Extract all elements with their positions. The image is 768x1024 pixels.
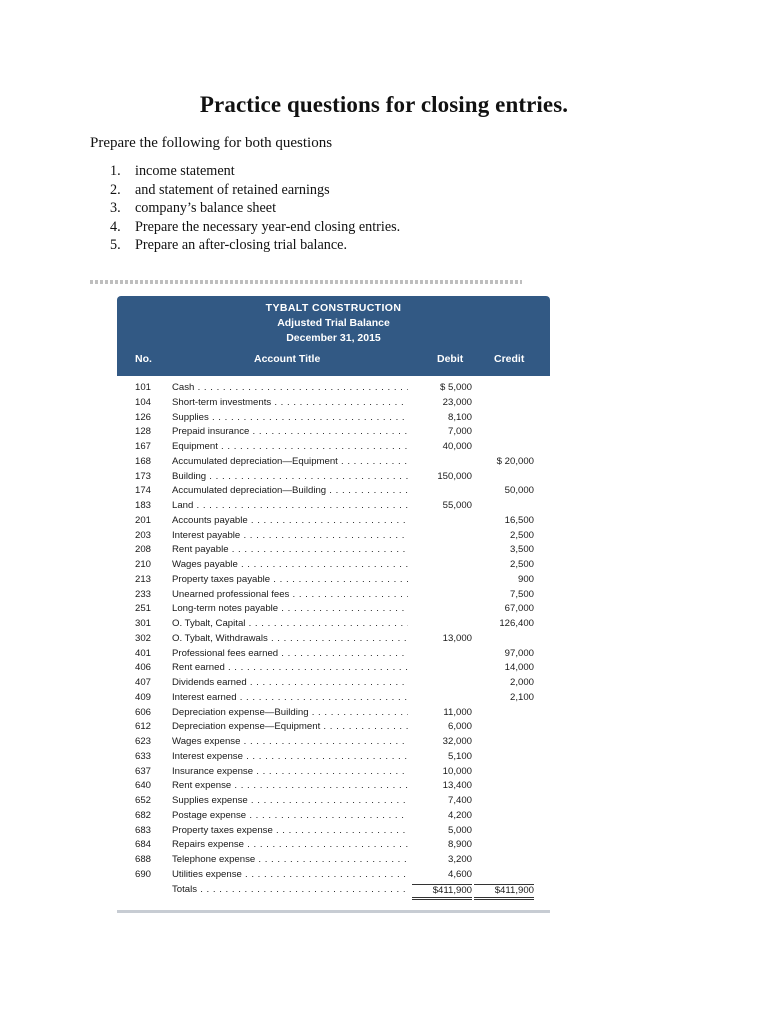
debit-amount: 32,000	[442, 736, 472, 747]
table-row	[117, 735, 550, 750]
credit-amount: 67,000	[504, 603, 534, 615]
account-number: 406	[135, 662, 152, 674]
list-number: 4.	[110, 218, 121, 235]
account-number: 213	[135, 573, 152, 585]
debit-amount: 5,100	[447, 750, 472, 762]
debit-amount: 5,000	[447, 824, 472, 836]
table-row	[117, 779, 550, 794]
table-row	[117, 691, 550, 706]
account-title: Cash . . .	[172, 381, 408, 396]
table-row	[117, 853, 550, 868]
company-name: TYBALT CONSTRUCTION	[265, 302, 402, 314]
account-number: 174	[135, 485, 152, 497]
credit-amount: 2,500	[509, 529, 534, 541]
account-number: 203	[135, 529, 152, 541]
totals-row	[117, 883, 550, 898]
debit-amount: 8,900	[447, 839, 472, 851]
total-credit: $411,900	[474, 884, 534, 900]
account-number: 690	[135, 868, 152, 880]
debit-amount: 13,400	[442, 780, 472, 792]
table-row	[117, 794, 550, 809]
credit-amount: 14,000	[504, 662, 534, 674]
table-row	[117, 470, 550, 485]
table-row	[117, 425, 550, 440]
account-title: Prepaid insurance . . .	[172, 425, 408, 440]
account-title: Rent payable . . .	[172, 543, 408, 558]
table-row	[117, 632, 550, 647]
account-number: 652	[135, 795, 152, 806]
column-headers	[117, 349, 550, 369]
credit-amount: 2,000	[509, 677, 534, 688]
list-item	[110, 199, 400, 218]
column-header-no: No.	[135, 353, 152, 365]
account-number: 637	[135, 765, 152, 777]
table-row	[117, 529, 550, 544]
list-text: income statement	[135, 163, 235, 179]
account-title: Accumulated depreciation—Building . . .	[172, 484, 408, 499]
column-header-account: Account Title	[254, 353, 321, 365]
account-number: 101	[135, 382, 152, 393]
table-row	[117, 602, 550, 617]
table-row	[117, 411, 550, 426]
list-number: 1.	[110, 163, 121, 179]
credit-amount: 50,000	[504, 485, 534, 497]
account-number: 208	[135, 544, 152, 556]
account-title: Interest earned . . .	[172, 691, 408, 706]
table-row	[117, 514, 550, 529]
list-item	[110, 236, 400, 255]
account-number: 168	[135, 455, 152, 467]
table-row	[117, 765, 550, 780]
account-title: Property taxes payable . . .	[172, 573, 408, 588]
account-number: 401	[135, 647, 152, 659]
table-row	[117, 484, 550, 499]
total-debit: $411,900	[412, 884, 472, 900]
account-number: 233	[135, 588, 152, 600]
list-item	[110, 218, 400, 237]
account-title: Postage expense . . .	[172, 809, 408, 824]
table-row	[117, 617, 550, 632]
cropped-text-line	[90, 280, 522, 284]
debit-amount: 23,000	[442, 396, 472, 408]
debit-amount: 6,000	[447, 721, 472, 733]
debit-amount: 4,200	[447, 809, 472, 821]
debit-amount: $ 5,000	[439, 382, 472, 393]
debit-amount: 150,000	[437, 470, 472, 482]
list-text: Prepare the necessary year-end closing entries.	[135, 218, 401, 235]
account-number: 684	[135, 839, 152, 851]
credit-amount: 97,000	[504, 647, 534, 659]
task-list	[110, 162, 400, 255]
account-title: Interest expense . . .	[172, 750, 408, 765]
credit-amount: 3,500	[509, 544, 534, 556]
debit-amount: 55,000	[442, 500, 472, 511]
list-item	[110, 162, 400, 181]
account-title: Wages expense . . .	[172, 735, 408, 750]
account-title: O. Tybalt, Capital . . .	[172, 617, 408, 632]
account-number: 251	[135, 603, 152, 615]
account-title: Depreciation expense—Equipment . . .	[172, 720, 408, 735]
table-row	[117, 720, 550, 735]
account-number: 612	[135, 721, 152, 733]
debit-amount: 8,100	[447, 411, 472, 423]
list-number: 2.	[110, 181, 121, 198]
account-title: Unearned professional fees . . .	[172, 588, 408, 603]
account-title: O. Tybalt, Withdrawals . . .	[172, 632, 408, 647]
account-number: 126	[135, 411, 152, 423]
table-row	[117, 706, 550, 721]
account-number: 682	[135, 809, 152, 821]
account-title: Telephone expense . . .	[172, 853, 408, 868]
table-row	[117, 750, 550, 765]
list-item	[110, 181, 400, 200]
account-number: 688	[135, 854, 152, 865]
account-number: 623	[135, 736, 152, 747]
debit-amount: 4,600	[447, 868, 472, 880]
account-title: Short-term investments . . .	[172, 396, 408, 411]
credit-amount: 16,500	[504, 514, 534, 526]
account-number: 201	[135, 514, 152, 526]
account-title: Equipment . . .	[172, 440, 408, 455]
table-row	[117, 499, 550, 514]
account-title: Supplies expense . . .	[172, 794, 408, 809]
account-title: Dividends earned . . .	[172, 676, 408, 691]
list-number: 3.	[110, 200, 121, 217]
account-title: Land . . .	[172, 499, 408, 514]
account-number: 407	[135, 677, 152, 688]
credit-amount: 900	[517, 573, 534, 585]
account-title: Interest payable . . .	[172, 529, 408, 544]
debit-amount: 3,200	[447, 854, 472, 865]
intro-text: Prepare the following for both questions	[90, 135, 333, 151]
account-title: Utilities expense . . .	[172, 868, 408, 883]
account-title: Repairs expense . . .	[172, 838, 408, 853]
account-number: 173	[135, 470, 152, 482]
account-number: 210	[135, 559, 152, 570]
account-title: Professional fees earned . . .	[172, 647, 408, 662]
table-row	[117, 868, 550, 883]
column-header-debit: Debit	[437, 353, 464, 365]
account-number: 409	[135, 691, 152, 703]
account-title: Accumulated depreciation—Equipment . . .	[172, 455, 408, 470]
table-row	[117, 381, 550, 396]
list-number: 5.	[110, 237, 121, 254]
account-number: 302	[135, 632, 152, 644]
debit-amount: 11,000	[443, 706, 472, 718]
account-number: 167	[135, 441, 152, 452]
account-title: Insurance expense . . .	[172, 765, 408, 780]
list-text: company’s balance sheet	[135, 200, 277, 217]
table-row	[117, 809, 550, 824]
table-row	[117, 440, 550, 455]
table-row	[117, 455, 550, 470]
account-number: 301	[135, 618, 152, 629]
account-title: Supplies . . .	[172, 411, 408, 426]
account-number: 633	[135, 750, 152, 762]
table-row	[117, 396, 550, 411]
account-number: 183	[135, 500, 152, 511]
account-title: Property taxes expense . . .	[172, 824, 408, 839]
debit-amount: 13,000	[442, 632, 472, 644]
trial-balance-table	[117, 296, 550, 913]
report-name: Adjusted Trial Balance	[277, 317, 390, 329]
table-row	[117, 838, 550, 853]
credit-amount: $ 20,000	[496, 455, 534, 467]
credit-amount: 7,500	[509, 588, 534, 600]
account-title: Building . . .	[172, 470, 408, 485]
table-row	[117, 588, 550, 603]
account-number: 683	[135, 824, 152, 836]
account-number: 104	[135, 396, 152, 408]
account-title: Accounts payable . . .	[172, 514, 408, 529]
list-text: Prepare an after-closing trial balance.	[135, 237, 348, 254]
debit-amount: 10,000	[442, 765, 472, 777]
list-text: and statement of retained earnings	[135, 181, 330, 198]
account-number: 606	[135, 706, 152, 718]
credit-amount: 126,400	[499, 618, 534, 629]
totals-label: Totals . . .	[172, 883, 408, 898]
table-row	[117, 676, 550, 691]
debit-amount: 40,000	[442, 441, 472, 452]
table-row	[117, 558, 550, 573]
table-row	[117, 824, 550, 839]
page-title: Practice questions for closing entries.	[199, 92, 569, 117]
debit-amount: 7,400	[447, 795, 472, 806]
table-body	[117, 381, 550, 897]
credit-amount: 2,500	[509, 559, 534, 570]
table-row	[117, 573, 550, 588]
account-number: 640	[135, 780, 152, 792]
table-row	[117, 543, 550, 558]
credit-amount: 2,100	[509, 691, 534, 703]
account-number: 128	[135, 426, 152, 438]
column-header-credit: Credit	[494, 353, 525, 365]
debit-amount: 7,000	[447, 426, 472, 438]
account-title: Wages payable . . .	[172, 558, 408, 573]
report-date: December 31, 2015	[286, 332, 381, 344]
account-title: Depreciation expense—Building . . .	[172, 706, 408, 721]
table-row	[117, 647, 550, 662]
account-title: Long-term notes payable . . .	[172, 602, 408, 617]
table-row	[117, 661, 550, 676]
account-title: Rent earned . . .	[172, 661, 408, 676]
account-title: Rent expense . . .	[172, 779, 408, 794]
